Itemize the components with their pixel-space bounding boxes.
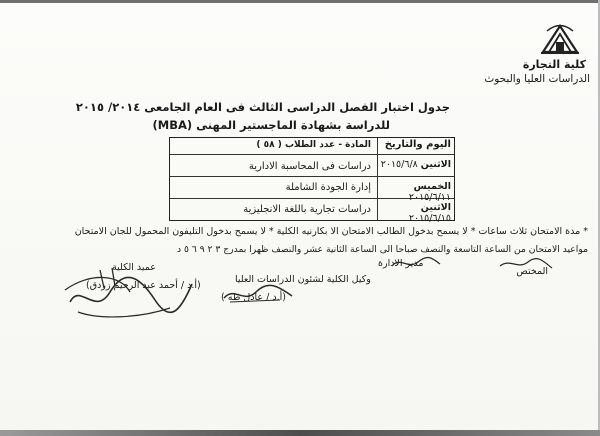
exam-time-note: مواعيد الامتحان من الساعة التاسعة والنصف صباحا الى الساعة الثانية عشر والنصف ظهرا بمدرج ٣ ٢ ٩ ٦ ٥ د xyxy=(176,244,588,255)
row-subject: إدارة الجودة الشاملة xyxy=(285,182,371,193)
row-subject: دراسات تجارية باللغة الانجليزية xyxy=(243,204,371,215)
dean-name: (أ.د / أحمد عبد الرحيم زردق) xyxy=(86,280,201,291)
exam-schedule-table xyxy=(169,137,455,224)
dean-signature-icon xyxy=(60,262,200,322)
table-header-row xyxy=(170,138,454,155)
row-subject: دراسات فى المحاسبة الادارية xyxy=(248,161,371,172)
vice-dean-signature-icon xyxy=(220,282,300,306)
vice-dean-name: (أ.د / عادل طه ) xyxy=(221,292,286,303)
row-day-date xyxy=(377,159,454,170)
header-subject: المادة - عدد الطلاب ( ٥٨ ) xyxy=(256,140,371,150)
program-subtitle: للدراسة بشهادة الماجستير المهنى (MBA) xyxy=(152,118,390,132)
dean-title: عميد الكلية xyxy=(112,262,156,273)
department-name: الدراسات العليا والبحوث xyxy=(484,73,590,85)
row-day: الخميس xyxy=(413,181,451,192)
schedule-title: جدول اختبار الفصل الدراسى الثالث فى العام الجامعى ٢٠١٤/ ٢٠١٥ xyxy=(75,100,450,114)
scan-edge-bottom xyxy=(0,430,600,436)
row-date: ٢٠١٥/٦/١١ xyxy=(408,192,451,203)
row-date: ٢٠١٥/٦/٨ xyxy=(380,159,418,170)
table-row xyxy=(170,155,454,177)
row-day: الاثنين xyxy=(420,159,451,170)
table-row xyxy=(170,177,454,203)
row-day-date xyxy=(377,202,454,224)
table-row xyxy=(170,199,454,224)
exam-rules-note: * مدة الامتحان ثلاث ساعات * لا يسمح بدخول الطالب الامتحان الا بكارنيه الكلية * لا يسمح بدخول التليفون المحمول للجان الامتحان xyxy=(74,226,588,237)
vice-dean-title: وكيل الكلية لشئون الدراسات العليا xyxy=(235,274,371,285)
specialist-signature-icon xyxy=(496,256,556,274)
faculty-name: كلية التجارة xyxy=(522,58,586,71)
row-day: الاثنين xyxy=(420,202,451,213)
header-day-date: اليوم والتاريخ xyxy=(384,139,451,150)
faculty-logo-icon xyxy=(539,22,581,56)
scan-edge-top xyxy=(0,0,600,3)
row-date: ٢٠١٥/٦/١٥ xyxy=(408,213,451,224)
specialist-label: المختص xyxy=(516,266,548,277)
admin-director-signature-icon xyxy=(388,254,444,272)
admin-director-label: مدير الادارة xyxy=(378,258,424,269)
